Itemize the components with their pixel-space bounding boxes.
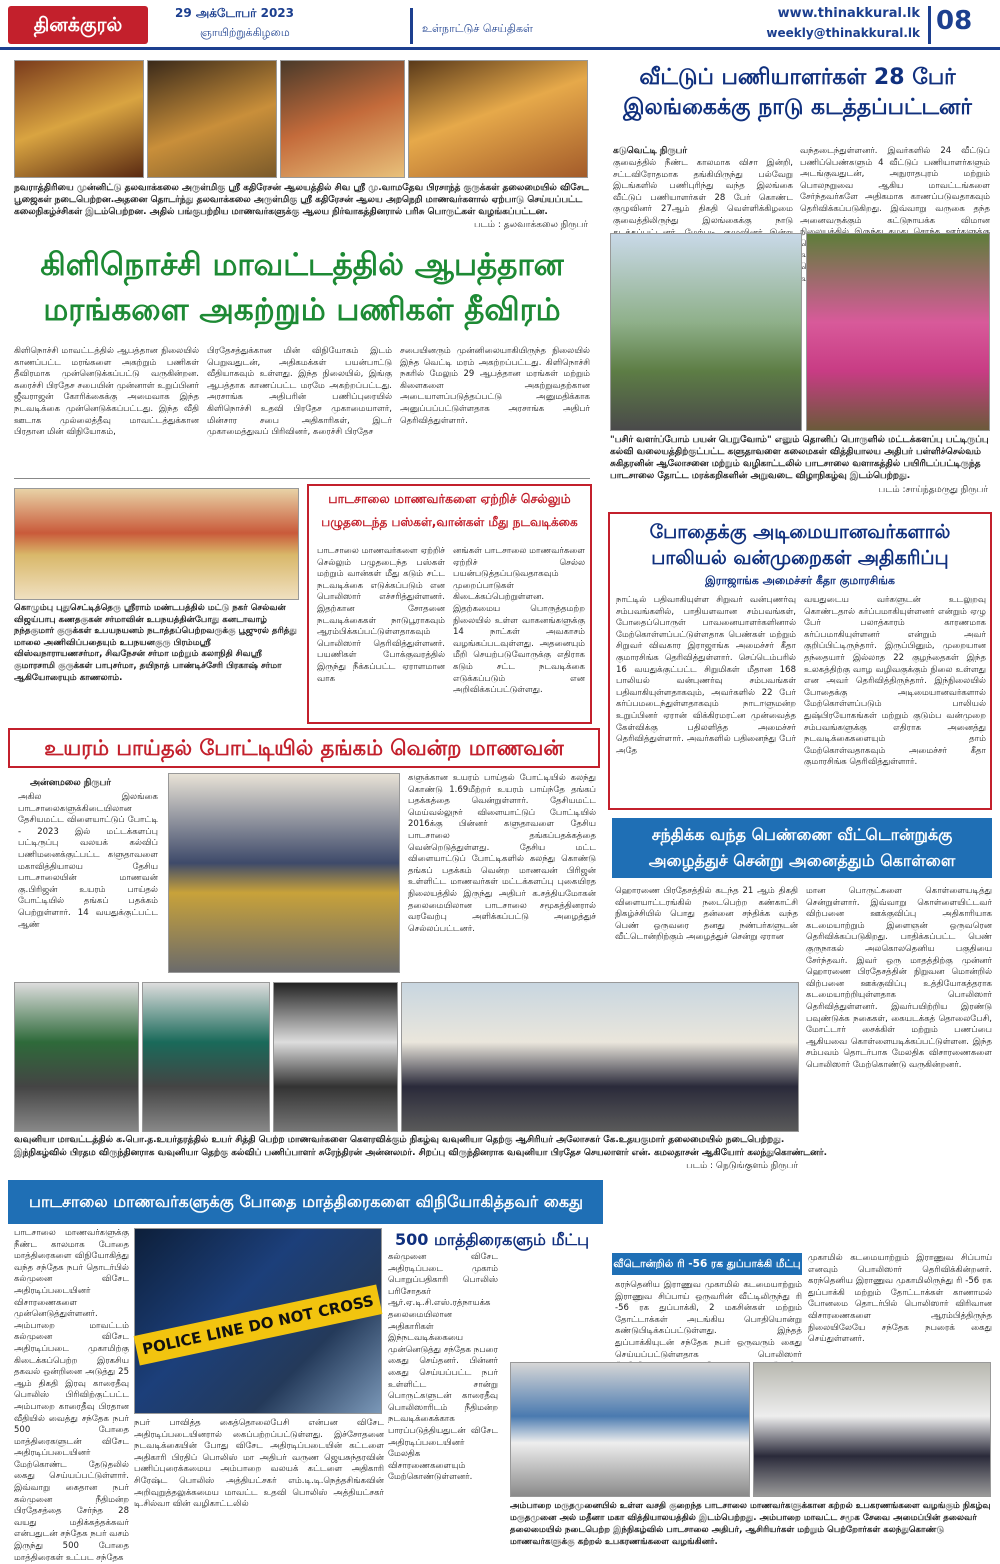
kilinochchi-col-2: பிரதேசத்துக்கான மின் விநியோகம் இடம் பெறுவதுடன், அதிகமக்கள் பயன்பாட்டு வீதியாகவும் உள்ளது. இந்த நிலையில், இங்கு ஆபத்தாக காணப்பட்ட மரமே அகற்றப்பட்டது. அரசாங்க அதிபரின் பணிப்புரையில் கிளிநொச்சி உதவி பிரதேச முகாமையாளர், மின்சார சபை அதிகாரிகள், இடர் முகாமைத்துவப் பிரிவினர், கரைச்சி பிரதேச — [207, 346, 392, 438]
newspaper-logo: தினக்குரல் — [8, 6, 148, 44]
vavuniya-photo-1 — [14, 982, 139, 1132]
ampara-photo-1 — [510, 1362, 750, 1497]
bus-col-2: னங்கள் பாடசாலை மாணவர்களை ஏற்றிச் செல்ல பயன்படுத்தப்படுவதாகவும் முறைப்பாடுகள் கிடைக்கப்பெற்றுள்ளன. இதற்கமைய பொருத்தமற்ற நிலையில் உள்ள வாகனங்களுக்கு 14 நாட்கள் அவகாசம் வழங்கப்படவுள்ளது. அதனையும் மீறி செயற்படுவோருக்கு எதிராக கடும் சட்ட நடவடிக்கை எடுக்கப்படும் என அறிவிக்கப்பட்டுள்ளது. — [453, 546, 585, 696]
vavuniya-photo-4 — [401, 982, 799, 1132]
vavuniya-caption-2: இந்நிகழ்வில் பிரதம விருந்தினராக வவுனியா தெற்கு கல்விப் பணிப்பாளர் சுரேந்திரன் அன்னலமர். சிறப்பு விருந்தினராக வவுனியா பிரதேச செயலாளர் என். கமலதாசன் ஆகியோர் கலந்துகொண்டனர். — [14, 1148, 827, 1158]
pills-col-2: கல்முனை விசேட அதிரடிப்படை முகாம் பொறுப்பதிகாரி பொலிஸ் பரிசோதகர் ஆர்.ஏ.டி.சி.எஸ்.ரத்நாயக்க தலைமையிலான அதிகாரிகள் இந்நடவடிக்கையை முன்னெடுத்து சந்தேக நபரை கைது செய்தனர். பின்னர் கைது செய்யப்பட்ட நபர் உள்ளிட்ட சான்று பொருட்களுடன் காரைதீவு பொலிஸாரிடம் நீதிமன்ற நடவடிக்கைக்காக பாரப்படுத்தியதுடன் விசேட அதிரடிப்படையினர் மேலதிக விசாரணைகளையும் மேற்கொண்டுள்ளனர். — [388, 1252, 498, 1483]
vavuniya-caption-1: வவுனியா மாவட்டத்தில் க.பொ.த.உயர்தரத்தில் உயர் சித்தி பெற்ற மாணவர்களை கௌரவிக்கும் நிகழ்வு வவுனியா தெற்கு ஆசிரியர் அலோசகர் கே.உதயகுமார் தலைமையில் நடைபெற்றது. — [14, 1135, 785, 1145]
police-line-tape: POLICE LINE DO NOT CROSS — [134, 1285, 383, 1366]
navaratri-photo-3 — [280, 60, 405, 178]
kilinochchi-col-3: சபையினரும் முன்னிலையாகியிருந்த நிலையில் இந்த வெட்டி மரம் அகற்றப்பட்டது. கிளிநொச்சி நகரில் மேலும் 29 ஆபத்தான மரங்கள் மற்றும் கிளைகளை அகற்றுவதற்கான அடையாளப்படுத்தப்பட்டு அனுமதிக்காக அனுப்பப்பட்டுள்ளதாக அரசாங்க அதிபர் தெரிவித்துள்ளார். — [400, 346, 590, 426]
navaratri-photo-1 — [14, 60, 144, 178]
domestic-headline-2: இலங்கைக்கு நாடு கடத்தப்பட்டனர் — [623, 95, 972, 120]
bus-col-1: பாடசாலை மாணவர்களை ஏற்றிச் செல்லும் பழுதடைந்த பஸ்கள் மற்றும் வான்கள் மீது கடும் சட்ட நடவடிக்கை எடுக்கப்படும் என பொலிஸார் எச்சரித்துள்ளனர். இதற்கான சோதனை நடவடிக்கைகள் நாடுபூராகவும் ஆரம்பிக்கப்பட்டுள்ளதாகவும் பொலிஸார் தெரிவித்துள்ளனர். பயணிகள் போக்குவரத்தில் இருந்து நீக்கப்பட்ட ஏராளமான வாக — [317, 546, 445, 684]
ampara-photo-2 — [753, 1362, 991, 1497]
navaratri-photo-2 — [147, 60, 277, 178]
harvest-photo-1 — [610, 233, 802, 431]
navaratri-photo-4 — [408, 60, 588, 178]
domestic-col-2: வந்தடைந்துள்ளனர். இவர்களில் 24 வீட்டுப் பணிப்பெண்களும் 4 வீட்டுப் பணியாளர்களும் அடங்குவதுடன், அநுராதபுரம் மற்றும் பொலநறுவை ஆகிய மாவட்டங்களை சேர்ந்தவர்களே அதிகமாக காணப்படுவதாகவும் தெரிவிக்கப்படுகிறது. இவ்வாறு வருகை தந்த அனைவருக்கும் கட்டுநாயக்க விமான — [800, 146, 990, 226]
robbery-headline-2: அழைத்துச் சென்று அனைத்தும் கொள்ளை — [648, 851, 956, 870]
highjump-col-2: களுக்கான உயரம் பாய்தல் போட்டியில் கலந்து கொண்டு 1.69மீற்றர் உயரம் பாய்ந்தே தங்கப் பதக்கத்தை வென்றுள்ளார். தேசியமட்ட மெய்வல்லுநர் விளையாட்டுப் போட்டியில் 2016க்கு பின்னர் களுதாவளை தேசிய பாடசாலை தங்கப்பதக்கத்தை வென்றெடுத்துள்ளது. தேசிய மட்ட விளையாட்டுப் போட்டிகளில் கலந்து கொண்டு தங்கப் பதக்கம் வென்ற மாணவன் பிரிஜன் உள்ளிட்ட மாணவர்கள் மட்டக்களப்பு புகையிரத நிலையத்தில் இருந்து அதிபர் க.சத்தியமோகன் தலைமையிலான பாடசாலை சமூகத்தினரால் வரவேற்பு அளிக்கப்பட்டு அழைத்துச் செல்லப்பட்டனர். — [408, 773, 596, 934]
colombo-caption: கொழும்பு புதுசெட்டித்தெரு ஸ்ரீராம் மண்டபத்தில் மட்டு நகர் செல்வன் விஜய்பாபு கணதகுகன் சர்மாவின் உபநயத்தின்போது கனடாவாழ் நந்தகுமார் குருக்கள் உபயநயனம் நடாத்தப்பெற்றவருக்கு பூஜுரல் தரித்து மாலை அணிவிப்பதையும் உபநயனகுரு பிரம்மஸ்ரீ விஸ்வநாராயணசர்மா, சிவநேசன் சர்மா மற்றும் கலாநிதி சிவஸ்ரீ குமாரசாமி குருக்கள் பாபுசர்மா, தயிநாத் பாண்டிச்சேரி பிரகாஷ் சர்மா ஆகியோரையும் காணலாம். — [14, 603, 297, 683]
navaratri-credit: படம் : தலவாக்கலை நிருபர் — [473, 220, 588, 230]
masthead — [0, 0, 1000, 50]
domestic-headline-1: வீட்டுப் பணியாளர்கள் 28 பேர் — [639, 65, 956, 90]
highjump-headline: உயரம் பாய்தல் போட்டியில் தங்கம் வென்ற மாணவன் — [44, 736, 564, 760]
issue-date: 29 அக்டோபர் 2023 — [175, 6, 295, 20]
navaratri-caption: நவராத்திரியை முன்னிட்டு தலவாக்கலை அருள்மிகு ஸ்ரீ கதிரேசன் ஆலயத்தில் சிவ ஸ்ரீ மு.வாமதேவ பிரசாந்த் குருக்கள் தலைமையில் விசேட பூஜைகள் நடைபெற்றன.அதனை தொடர்ந்து தலவாக்கலை அருள்மிகு ஸ்ரீ கதிரேசன் ஆலய அறநெறி மாணவர்களால் ஏற்பாடு செய்யப்பட்ட கலைநிகழ்ச்சிகள் இடம்பெற்றன. அதில் பங்குபற்றிய மாணவர்களுக்கு ஆலய நிர்வாகத்தினரால் பரிசு பொருட்கள் வழங்கப்பட்டன. — [14, 183, 589, 217]
divider — [928, 6, 931, 44]
drugs-subhead: இராஜாங்க அமைச்சர் கீதா குமாரசிங்க — [705, 574, 895, 587]
t56-col-2: முகாமில் கடமையாற்றும் இராணுவ சிப்பாய் எனவும் பொலிஸார் தெரிவிக்கின்றனர். கரந்தெனிய இராணுவ முகாமிலிருந்து ரி -56 ரக துப்பாக்கி மற்றும் தோட்டாக்கள் காணாமல் போனமை தொடர்பில் பொலிஸார் விரிவான விசாரணைகளை ஆரம்பித்திருந்த நிலையிலேயே சந்தேக நபரைக் கைது செய்துள்ளனர். — [808, 1253, 992, 1345]
bus-headline-2: பழுதடைந்த பஸ்கள்,வான்கள் மீது நடவடிக்கை — [321, 515, 578, 529]
vavuniya-photo-2 — [142, 982, 270, 1132]
vavuniya-credit: படம் : நெடுங்குளம் நிருபர் — [686, 1161, 798, 1171]
website-link[interactable]: www.thinakkural.lk — [777, 6, 920, 21]
pills-subhead: 500 மாத்திரைகளும் மீட்பு — [382, 1228, 602, 1252]
robbery-headline-1: சந்திக்க வந்த பெண்ணை வீட்டொன்றுக்கு — [651, 825, 953, 844]
divider — [410, 8, 413, 44]
harvest-caption: "பசிர் வளர்ப்போம் பயன் பெறுவோம்" எனும் தொனிப் பொருளில் மட்டக்களப்பு பட்டிருப்பு கல்வி வலையத்திற்குட்பட்ட களுதாவளை கலைமகள் வித்தியாலய அதிபர் பள்ளிச்செல்வம் சுகிதரனின் ஆலோசனை மற்றும் வழிகாட்டலில் பாடசாலை வளாகத்தில் பயிரிடப்பட்டிருந்த பாடசாலை தோட்ட மரக்கறிகளின் அறுவடை விழாநிகழ்வு இடம்பெற்றது. — [610, 435, 989, 481]
issue-day: ஞாயிற்றுக்கிழமை — [200, 26, 290, 39]
drugs-col-1: நாட்டில் பதிவாகியுள்ள சிறுவர் வன்புணர்வு சம்பவங்களில், பாதியளவான சம்பவங்கள், போதைப்பொருள் பாவனையாளர்களினால் மேற்கொள்ளப்பட்டுள்ளதாக பெண்கள் மற்றும் சிறுவர் விவகார இராஜாங்க அமைச்சர் கீதா குமாரசிங்க தெரிவித்துள்ளார். செப்டெம்பரில் 16 வயதுக்குட்பட்ட சிறுமிகள் மீதான 168 பாலியல் வன்புணர்வு சம்பவங்கள் பதிவாகியுள்ளதாகவும், அவர்களில் 22 பேர் கர்ப்பமடைந்துள்ளதாகவும் நாடாளுமன்ற உறுப்பினர் ஏரான் விக்கிரமரட்ன முன்வைத்த கேள்விக்கு பதிலளித்த அமைச்சர் தெரிவித்துள்ளார். அவர்களில் பதினைந்து பேர் அதே — [616, 595, 796, 756]
drugs-headline-1: போதைக்கு அடிமையானவர்களால் — [649, 521, 951, 543]
domestic-col-1: குவைத்தில் நீண்ட காலமாக விசா இன்றி, சட்டவிரோதமாக தங்கியிருந்து பல்வேறு இடங்களில் பணிபுரிந்து வந்த இலங்கை வீட்டுப் பணியாளர்கள் 28 பேர் கொண்ட குழுவினர் 27ஆம் திகதி வெள்ளிக்கிழமை குவைத்திலிருந்து இலங்கைக்கு நாடு — [613, 158, 793, 226]
robbery-col-1: ஹொரணை பிரதேசத்தில் கடந்த 21 ஆம் திகதி விளையாட்டரங்கில் நடைபெற்ற கண்காட்சி நிகழ்ச்சியில் பொது தன்னை சந்திக்க வந்த பெண் ஒருவரை தனது நண்பர்களுடன் வீட்டொன்றிற்கும் அழைத்துச் சென்று ஏரான — [615, 886, 798, 943]
kilinochchi-headline-1: கிளிநொச்சி மாவட்டத்தில் ஆபத்தான — [40, 247, 564, 283]
kilinochchi-headline-2: மரங்களை அகற்றும் பணிகள் தீவிரம் — [43, 292, 561, 328]
t56-headline: வீடொன்றில் ரி -56 ரக துப்பாக்கி மீட்பு — [613, 1258, 801, 1270]
robbery-col-2: மான பொருட்களை கொள்ளையடித்து சென்றுள்ளார். இவ்வாறு கொள்ளையிட்டவர் விற்பனை ஊக்குவிப்பு அதிகாரியாக கடமையாற்றும் இளைஞன் ஒருவரென தெரிவிக்கப்படுகிறது. பாதிக்கப்பட்ட பெண் குருநாகல் அலகொலதெனிய பகுதியை சேர்ந்தவர். இவர் ஒரு மாதத்திற்கு முன்னர் ஹொரணை பிரதேசத்தின் நிறுவன மொன்றில் விற்பனை ஊக்குவிப்பு உத்தியோகத்தராக கடமையாற்றியுள்ளதாக பொலிஸார் தெரிவித்துள்ளனர். இவர்பயிற்றிய இரண்டு பவுண்டுக்க நகைகள், கையடக்கத் தொலைபேசி, மோட்டார் சைக்கிள் மற்றும் பணப்பை ஆகியவை கொள்ளையடிக்கப்பட்டுள்ளன. இந்த சம்பவம் தொடர்பாக மேலதிக விசாரணைகளை பொலிஸார் மேற்கொண்டு வருகின்றனர். — [806, 886, 992, 1070]
vavuniya-photo-3 — [273, 982, 398, 1132]
bus-headline-1: பாடசாலை மாணவர்களை ஏற்றிச் செல்லும் — [328, 491, 571, 506]
page-number: 08 — [936, 6, 973, 36]
pills-headline: பாடசாலை மாணவர்களுக்கு போதை மாத்திரைகளை விநியோகித்தவர் கைது — [29, 1192, 583, 1211]
divider — [14, 478, 590, 479]
email-link[interactable]: weekly@thinakkural.lk — [766, 26, 920, 40]
section-title: உள்நாட்டுச் செய்திகள் — [422, 22, 533, 35]
highjump-col-1: அகில இலங்கை பாடசாலைகளுக்கிடையிலான தேசியமட்ட விளையாட்டுப் போட்டி - 2023 இல் மட்டக்களப்பு பட்டிருப்பு வலயக் கல்விப் பணிமனைக்குட்பட்ட களுதாவளை மகாவித்தியாலய தேசிய பாடசாலையின் மாணவன் கு.பிரிஜன் உயரம் பாய்தல் போட்டியில் தங்கப் பதக்கம் பெற்றுள்ளார். 14 வயதுக்குட்பட்ட ஆண் — [18, 792, 158, 930]
t56-col-1: கரந்தெனிய இராணுவ முகாமில் கடமையாற்றும் இராணுவ சிப்பாய் ஒருவரின் வீட்டிலிருந்து ரி -56 ரக துப்பாக்கி, 2 மகசின்கள் மற்றும் தோட்டாக்கள் அடங்கிய பொதியொன்று கண்டுபிடிக்கப்பட்டுள்ளது. இந்தத் துப்பாக்கியுடன் சந்தேக நபர் ஒருவரும் கைது செய்யப்பட்டுள்ளதாக பொலிஸார் — [615, 1280, 802, 1360]
drugs-headline-2: பாலியல் வன்முறைகள் அதிகரிப்பு — [651, 547, 949, 569]
pills-col-3: நபர் பாவித்த கைத்தொலைபேசி என்பன விசேட அதிரடிப்படையினரால் கைப்பற்றப்பட்டுள்ளது. இச்சோதனை நடவடிக்கையின் போது விசேட அதிரடிப்படையின் கட்டளை அதிகாரி பிரதிப் பொலிஸ் மா அதிபர் வருண ஜெயசுந்தரவின் பணிப்புரைக்கமைய அம்பாறை வலயக் கட்டளை அதிகாரி சிரேஷ்ட பொலிஸ் அத்தியட்சகர் எம்.டி.டி.நெத்தசிங்கவின் அறிவுறுத்தலுக்கமைய மாவட்ட உதவி பொலிஸ் அத்தியட்சகர் டி.சில்வா வின் வழிகாட்டலில் — [134, 1418, 384, 1510]
highjump-byline: அன்னமலை நிருபர் — [30, 778, 112, 788]
highjump-photo — [168, 773, 400, 973]
pills-col-1: பாடசாலை மாணவர்களுக்கு நீண்ட காலமாக போதை மாத்திரைகளை விநியோகித்து வந்த சந்தேக நபர் தொடர்பில் கல்முனை விசேட அதிரடிப்படையினர் விசாரணைகளை முன்னெடுத்துள்ளனர். அம்பாறை மாவட்டம் கல்முனை விசேட அதிரடிப்படை முகாமிற்கு கிடைக்கப்பெற்ற இரகசிய தகவல் ஒன்றினை அடுத்து 25 ஆம் திகதி இரவு காரைதீவு பொலிஸ் பிரிவிற்குட்பட்ட அம்பாறை காரைதீவு பிரதான வீதியில் வைத்து சந்தேக நபர் 500 போதை மாத்திரைகளுடன் விசேட அதிரடிப்படையினர் மேற்கொண்ட தேடுதலில் கைது செய்யப்பட்டுள்ளார். இவ்வாறு கைதான நபர் கல்முனை நீதிமன்ற பிரதேசத்தை சேர்ந்த 28 வயது மதிக்கத்தக்கவர் என்பதுடன் சந்தேக நபர் வசம் இருந்து 500 போதை மாத்திரைகள் உட்பட சந்தேக — [14, 1228, 129, 1563]
harvest-credit: படம் :சாய்ந்தமருது நிருபர் — [878, 485, 988, 495]
harvest-photo-2 — [806, 233, 990, 431]
kilinochchi-col-1: கிளிநொச்சி மாவட்டத்தில் ஆபத்தான நிலையில் காணப்பட்ட மரங்களை அகற்றும் பணிகள் தீவிரமாக முன்னெடுக்கப்பட்டு வருகின்றன. கரைச்சி பிரதேச சபையின் முன்னாள் உறுப்பினர் ஜீவராஜன் கோரிக்கைக்கு அமைவாக இந்த நடவடிக்கை முன்னெடுக்கப்பட்டது. இந்த வீதி ஊடாக முல்லைத்தீவு மாவட்டத்துக்கான பிரதான மின் விநியோகம், — [14, 346, 199, 438]
ampara-caption: அம்பாறை மருதமுனையில் உள்ள வசதி குறைந்த பாடசாலை மாணவர்களுக்கான கற்றல் உபகரணங்களை வழங்கும் நிகழ்வு மருதமுனை அல் மதீனா மகா வித்தியாலயத்தில் இடம்பெற்றது. அம்பாறை மாவட்ட சமூக சேவை அமைப்பின் தலைவர் தலைமையில் நடைபெற்ற இந்நிகழ்வில் பாடசாலை அதிபர், ஆசிரியர்கள் மற்றும் பெற்றோர்கள் கலந்துகொண்டு மாணவர்களுக்கு கற்றல் உபகரணங்களை வழங்கினர். — [510, 1501, 991, 1547]
drugs-col-2: வயதுடைய வர்களுடன் உடலுறவு கொண்டதால் கர்ப்பமாகியுள்ளனர் என்றும் ஏழு பேர் பலாத்காரம் காரணமாக கர்ப்பமாகியுள்ளனர் என்றும் அவர் குறிப்பிட்டிருந்தார். இருப்பினும், முறையான தந்தையார் இல்லாத 22 குழந்தைகள் இந்த உலகத்திற்கு வாழ வழிவகுக்கும் நிலை உள்ளது என அவர் தெரிவித்திருந்தார். இந்நிலையில் போதைக்கு அடிமையானவர்களால் மேற்கொள்ளப்படும் பாலியல் துஷ்பிரயோகங்கள் மற்றும் குடும்ப வன்முறை சம்பவங்களுக்கு எதிராக அனைத்து நடவடிக்கைகளையும் தாம் மேற்கொள்வதாகவும் அமைச்சர் கீதா குமாரசிங்க தெரிவித்துள்ளார். — [804, 595, 986, 768]
colombo-photo — [14, 488, 299, 600]
domestic-byline: கடுவெட்டி நிருபர் — [613, 146, 688, 156]
